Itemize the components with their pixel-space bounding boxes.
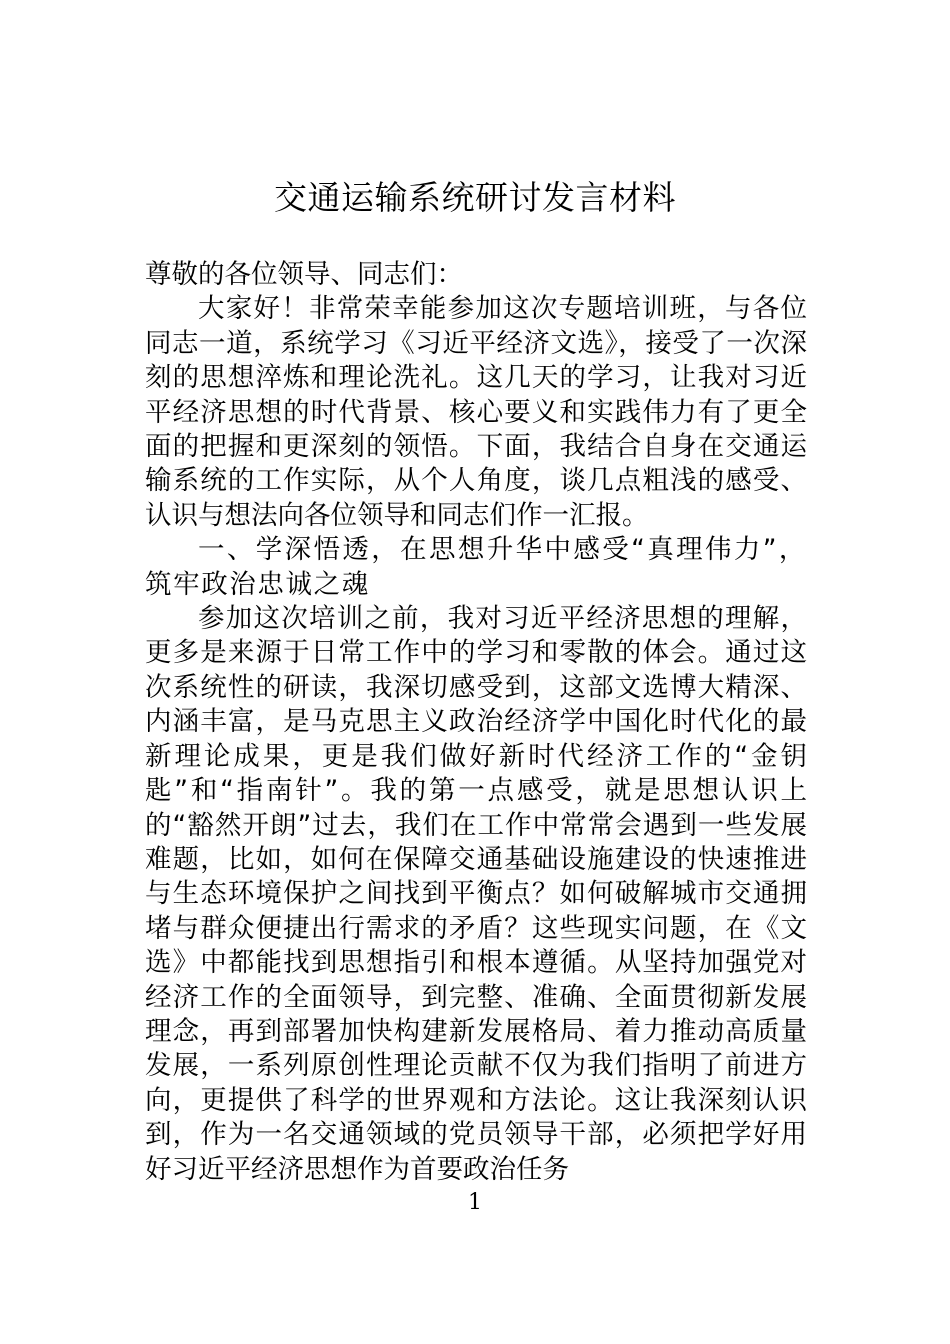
section-heading-1: 一、学深悟透，在思想升华中感受“真理伟力”，筑牢政治忠诚之魂 bbox=[145, 534, 807, 600]
page-number: 1 bbox=[468, 1190, 482, 1215]
document-title: 交通运输系统研讨发言材料 bbox=[274, 178, 676, 217]
paragraph-body-1: 参加这次培训之前，我对习近平经济思想的理解，更多是来源于日常工作中的学习和零散的体会。通过这次系统性的研读，我深切感受到，这部文选博大精深、内涵丰富，是马克思主义政治经济学中国化时代化的最新理论成果，更是我们做好新时代经济工作的“金钥匙”和“指南针”。我的第一点感受，就是思想认识上的“豁然开朗”过去，我们在工作中常常会遇到一些发展难题，比如，如何在保障交通基础设施建设的快速推进与生态环境保护之间找到平衡点？如何破解城市交通拥堵与群众便捷出行需求的矛盾？这些现实问题，在《文选》中都能找到思想指引和根本遵循。从坚持加强党对经济工作的全面领导，到完整、准确、全面贯彻新发展理念，再到部署加快构建新发展格局、着力推动高质量发展，一系列原创性理论贡献不仅为我们指明了前进方向，更提供了科学的世界观和方法论。这让我深刻认识到，作为一名交通领域的党员领导干部，必须把学好用好习近平经济思想作为首要政治任务 bbox=[145, 603, 807, 1185]
salutation: 尊敬的各位领导、同志们： bbox=[145, 259, 463, 290]
paragraph-intro: 大家好！非常荣幸能参加这次专题培训班，与各位同志一道，系统学习《习近平经济文选》，接受了一次深刻的思想淬炼和理论洗礼。这几天的学习，让我对习近平经济思想的时代背景、核心要义和实践伟力有了更全面的把握和更深刻的领悟。下面，我结合自身在交通运输系统的工作实际，从个人角度，谈几点粗浅的感受、认识与想法向各位领导和同志们作一汇报。 bbox=[145, 293, 807, 531]
document-body bbox=[145, 258, 807, 1187]
